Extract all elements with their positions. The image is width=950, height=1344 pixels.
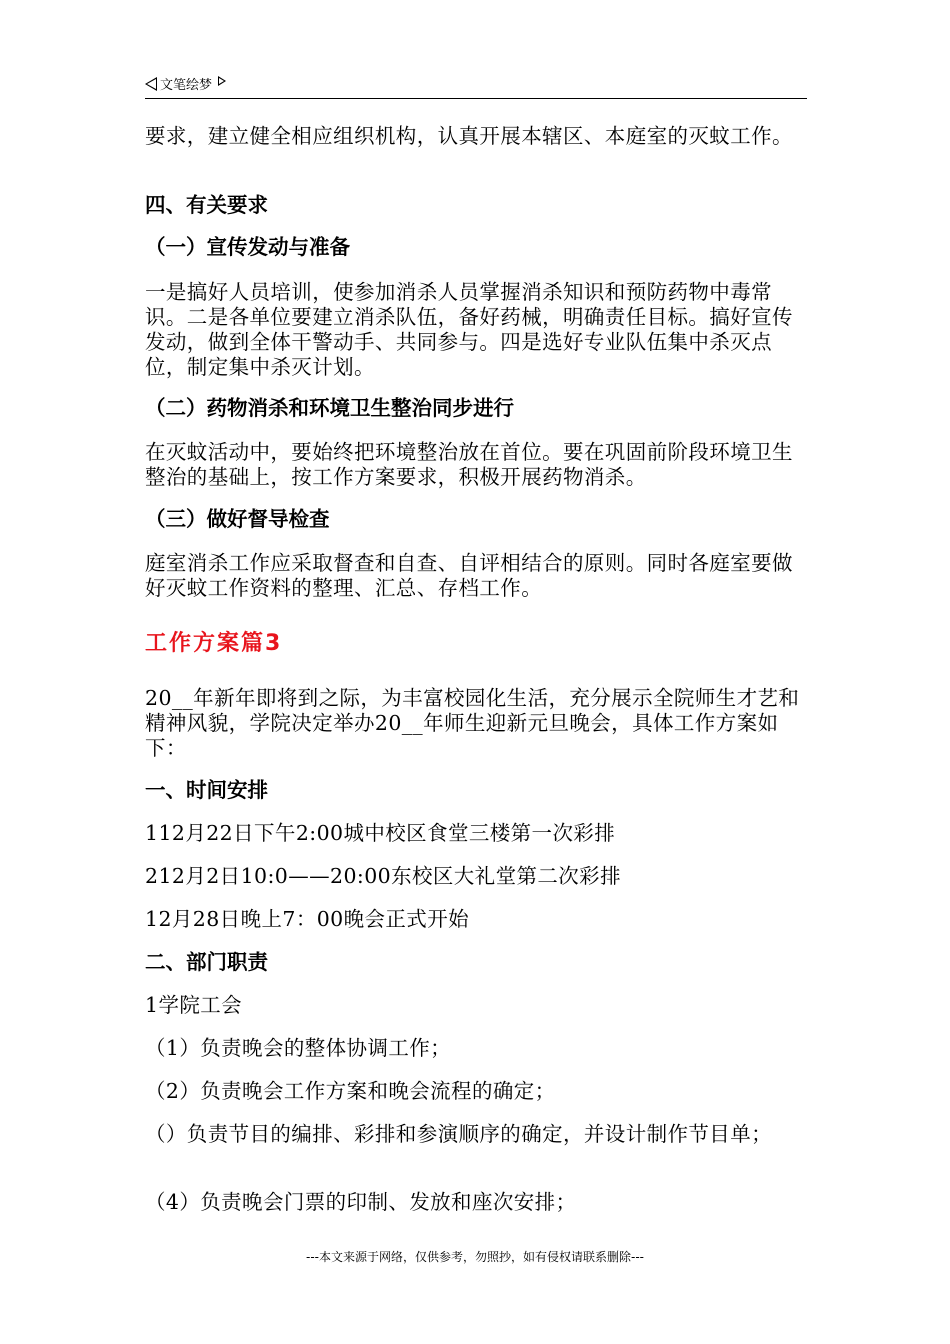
heading: （三）做好督导检查 [145, 507, 330, 531]
list-item: （4）负责晚会门票的印制、发放和座次安排； [145, 1190, 577, 1214]
page-footer: ---本文来源于网络，仅供参考，勿照抄，如有侵权请联系删除--- [306, 1250, 644, 1264]
page-header [145, 74, 807, 99]
paragraph: 1学院工会 [145, 993, 243, 1017]
paragraph: 在灭蚊活动中，要始终把环境整治放在首位。要在巩固前阶段环境卫生整治的基础上，按工作方案要求，积极开展药物消杀。 [145, 440, 793, 489]
section-title: 工作方案篇3 [145, 631, 283, 656]
paragraph: 要求，建立健全相应组织机构，认真开展本辖区、本庭室的灭蚊工作。 [145, 124, 793, 148]
paragraph: 庭室消杀工作应采取督查和自查、自评相结合的原则。同时各庭室要做好灭蚊工作资料的整理、汇总、存档工作。 [145, 551, 793, 600]
schedule-item: 112月22日下午2:00城中校区食堂三楼第一次彩排 [145, 821, 616, 845]
heading: （一）宣传发动与准备 [145, 235, 350, 259]
triangle-right-icon [218, 76, 226, 86]
paragraph: 20__年新年即将到之际，为丰富校园化生活，充分展示全院师生才艺和精神风貌，学院决定举办20__年师生迎新元旦晚会，具体工作方案如下： [145, 686, 800, 760]
heading: （二）药物消杀和环境卫生整治同步进行 [145, 396, 514, 420]
schedule-item: 12月28日晚上7：00晚会正式开始 [145, 907, 469, 931]
paragraph: 一是搞好人员培训，使参加消杀人员掌握消杀知识和预防药物中毒常识。二是各单位要建立消杀队伍，备好药械，明确责任目标。搞好宣传发动，做到全体干警动手、共同参与。四是选好专业队伍集中杀灭点位，制定集中杀灭计划。 [145, 280, 793, 379]
heading: 二、部门职责 [145, 950, 268, 974]
triangle-left-icon [145, 77, 157, 91]
heading: 四、有关要求 [145, 193, 268, 217]
header-brand-text: 文笔绘梦 [160, 78, 213, 93]
heading: 一、时间安排 [145, 778, 268, 802]
header-brand [145, 74, 226, 93]
schedule-item: 212月2日10:0——20:00东校区大礼堂第二次彩排 [145, 864, 621, 888]
list-item: （2）负责晚会工作方案和晚会流程的确定； [145, 1079, 556, 1103]
list-item: （1）负责晚会的整体协调工作； [145, 1036, 452, 1060]
list-item: （）负责节目的编排、彩排和参演顺序的确定，并设计制作节目单； [145, 1122, 772, 1146]
